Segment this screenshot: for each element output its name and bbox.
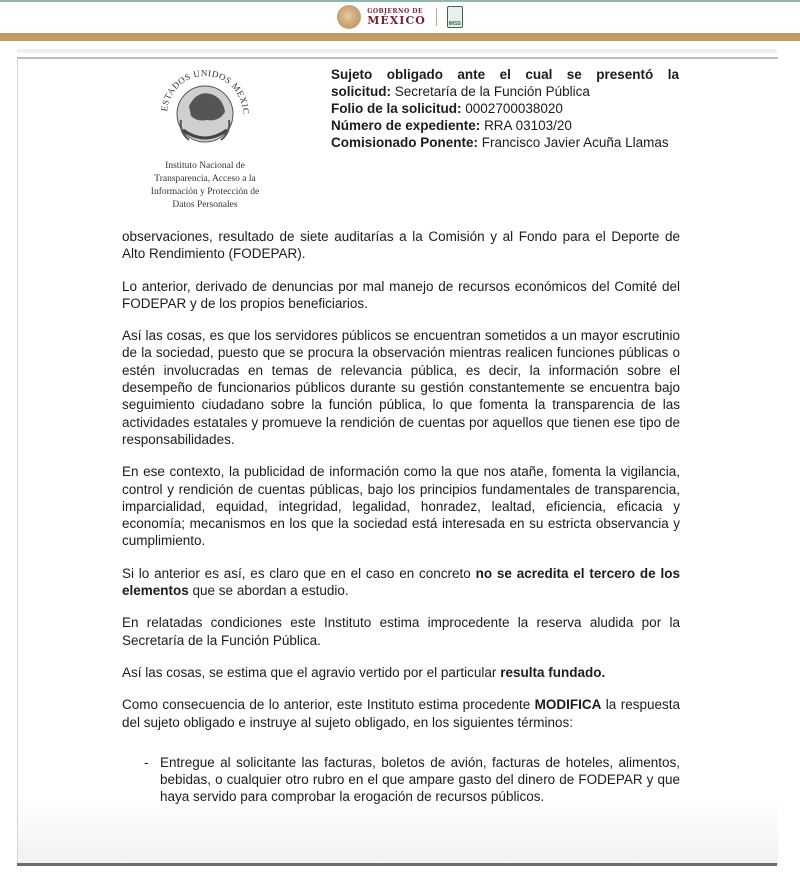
gov-wordmark-big: MÉXICO	[367, 13, 426, 27]
subject-value: Secretaría de la Función Pública	[394, 84, 590, 99]
paragraph: En ese contexto, la publicidad de información como la que nos atañe, fomenta la vigilancia, control y rendición de cuentas públicas, bajo los principios fundamentales de transparencia, imparcialidad, equidad, integridad, legalidad, honradez, lealtad, eficiencia, eficacia y economía; mecanismos en los que la sociedad está interesada en su estricta observancia y cumplimiento.	[122, 464, 680, 549]
page-bottom-edge	[17, 863, 777, 866]
ponente-value: Francisco Javier Acuña Llamas	[481, 135, 669, 150]
institute-name-line: Transparencia, Acceso a la	[154, 174, 256, 184]
bold-phrase: MODIFICA	[534, 697, 602, 713]
institute-name	[140, 160, 270, 212]
expediente-value: RRA 03103/20	[484, 118, 572, 133]
paragraph: Como consecuencia de lo anterior, este Instituto estima procedente MODIFICA la respuesta del sujeto obligado e instruye al sujeto obligado, en los siguientes términos:	[122, 697, 680, 730]
bold-phrase: resulta fundado.	[500, 664, 606, 680]
expediente-label: Número de expediente:	[331, 118, 481, 133]
folio-value: 0002700038020	[465, 101, 563, 116]
bullet-marker: -	[144, 754, 149, 770]
document-body	[122, 228, 680, 806]
government-header	[0, 2, 800, 32]
ponente-label: Comisionado Ponente:	[331, 135, 479, 150]
paragraph: Lo anterior, derivado de denuncias por mal manejo de recursos económicos del Comité del FODEPAR y de los propios beneficiarios.	[122, 278, 680, 311]
ponente-row	[331, 134, 679, 151]
subject-label: solicitud:	[331, 84, 391, 99]
folio-row	[331, 100, 679, 117]
institute-name-line: Instituto Nacional de	[165, 161, 245, 171]
gov-wordmark	[367, 9, 426, 26]
paragraph: En relatadas condiciones este Instituto estima improcedente la reserva aludida por la Secretaría de la Función Pública.	[122, 615, 680, 648]
mexican-coat-of-arms-icon	[153, 56, 257, 156]
header-tan-bar	[0, 33, 800, 41]
bullet-text: Entregue al solicitante las facturas, boletos de avión, facturas de hoteles, alimentos, bebidas, o cualquier otro rubro en el que ampare gasto del dinero de FODEPAR y que haya servido para comprobar la erogación de recursos públicos.	[160, 754, 680, 805]
expediente-row	[331, 117, 679, 134]
subject-label-line: Sujeto obligado ante el cual se presentó la	[331, 67, 679, 82]
paragraph: Si lo anterior es así, es claro que en el caso en concreto no se acredita el tercero de los elementos que se abordan a estudio.	[122, 565, 680, 599]
paragraph: observaciones, resultado de siete auditarías a la Comisión y al Fondo para el Deporte de Alto Rendimiento (FODEPAR).	[122, 229, 680, 262]
seal-text: ESTADOS UNIDOS MEXIC	[159, 67, 252, 115]
bold-phrase: no se acredita el tercero de los elementos	[122, 565, 680, 599]
paragraph: Así las cosas, se estima que el agravio vertido por el particular resulta fundado.	[122, 664, 606, 680]
case-metadata	[331, 66, 679, 151]
page-top-strip	[17, 49, 777, 53]
institute-name-line: Datos Personales	[172, 200, 238, 210]
subject-row	[331, 83, 679, 100]
list-item	[122, 754, 680, 806]
national-seal-icon	[337, 5, 361, 29]
paragraph: Así las cosas, es que los servidores públicos se encuentran sometidos a un mayor escrutinio de la sociedad, puesto que se procura la observación mientras realicen funciones públicas o estén involucradas en temas de relevancia pública, es decir, la información sobre el desempeño de funcionarios públicos durante su gestión constantemente se encuentra bajo seguimiento ciudadano sobre la función pública, lo que fomenta la transparencia de las actividades estatales y promueve la rendición de cuentas por aquellos que tienen ese tipo de responsabilidades.	[122, 328, 680, 447]
imss-label: IMSS	[448, 21, 461, 27]
logo-divider	[436, 8, 437, 26]
folio-label: Folio de la solicitud:	[331, 101, 462, 116]
institute-name-line: Información y Protección de	[150, 187, 260, 197]
imss-logo-icon	[447, 6, 463, 28]
gov-wordmark-small: GOBIERNO DE	[367, 7, 424, 15]
gobierno-de-mexico-logo	[337, 5, 463, 29]
institute-block	[140, 56, 270, 212]
